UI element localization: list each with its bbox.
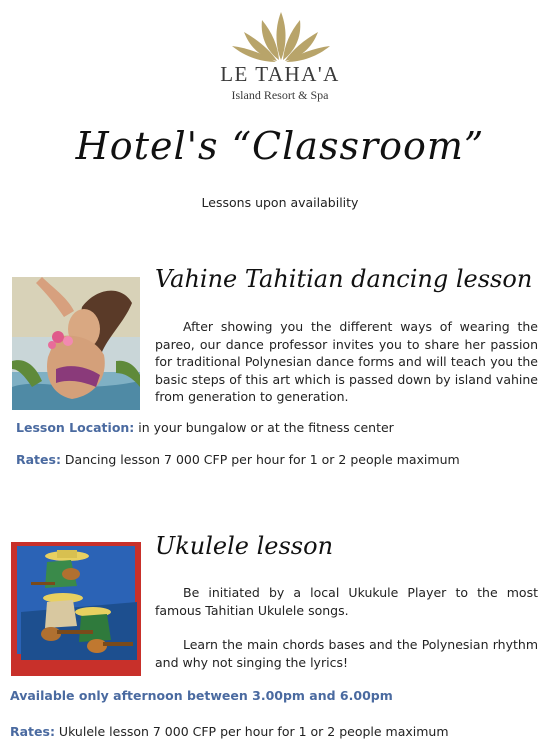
lotus-leaves-icon — [226, 8, 336, 64]
ukulele-players-illustration — [11, 542, 141, 676]
rates-label: Rates: — [10, 724, 55, 739]
brand-name: LE TAHA'A — [220, 62, 340, 86]
page-subtitle: Lessons upon availability — [201, 195, 359, 210]
rates-value: Ukulele lesson 7 000 CFP per hour for 1 or 2 people maximum — [54, 724, 449, 739]
rates-value: Dancing lesson 7 000 CFP per hour for 1 or 2 people maximum — [60, 452, 460, 467]
ukulele-lesson-title: Ukulele lesson — [155, 532, 334, 560]
dance-lesson-title: Vahine Tahitian dancing lesson — [155, 265, 533, 293]
ukulele-lesson-description-2: Learn the main chords bases and the Polynesian rhythm and why not singing the lyrics! — [155, 637, 538, 670]
rates-label: Rates: — [16, 452, 61, 467]
dance-lesson-location — [16, 420, 394, 435]
page-title: Hotel's “Classroom” — [75, 124, 485, 168]
ukulele-lesson-description-1: Be initiated by a local Ukukule Player to the most famous Tahitian Ukulele songs. — [155, 585, 538, 618]
location-label: Lesson Location: — [16, 420, 135, 435]
dance-lesson-description: After showing you the different ways of wearing the pareo, our dance professor invites you to share her passion for traditional Polynesian dance forms and will teach you the basic steps of this art which is passed down by island vahine from generation to generation. — [155, 319, 538, 404]
ukulele-lesson-rates — [10, 724, 449, 739]
dancer-illustration — [12, 277, 140, 410]
ukulele-availability: Available only afternoon between 3.00pm and 6.00pm — [10, 688, 393, 703]
dance-lesson-rates — [16, 452, 460, 467]
brand-tagline: Island Resort & Spa — [231, 88, 329, 102]
location-value: in your bungalow or at the fitness center — [134, 420, 394, 435]
